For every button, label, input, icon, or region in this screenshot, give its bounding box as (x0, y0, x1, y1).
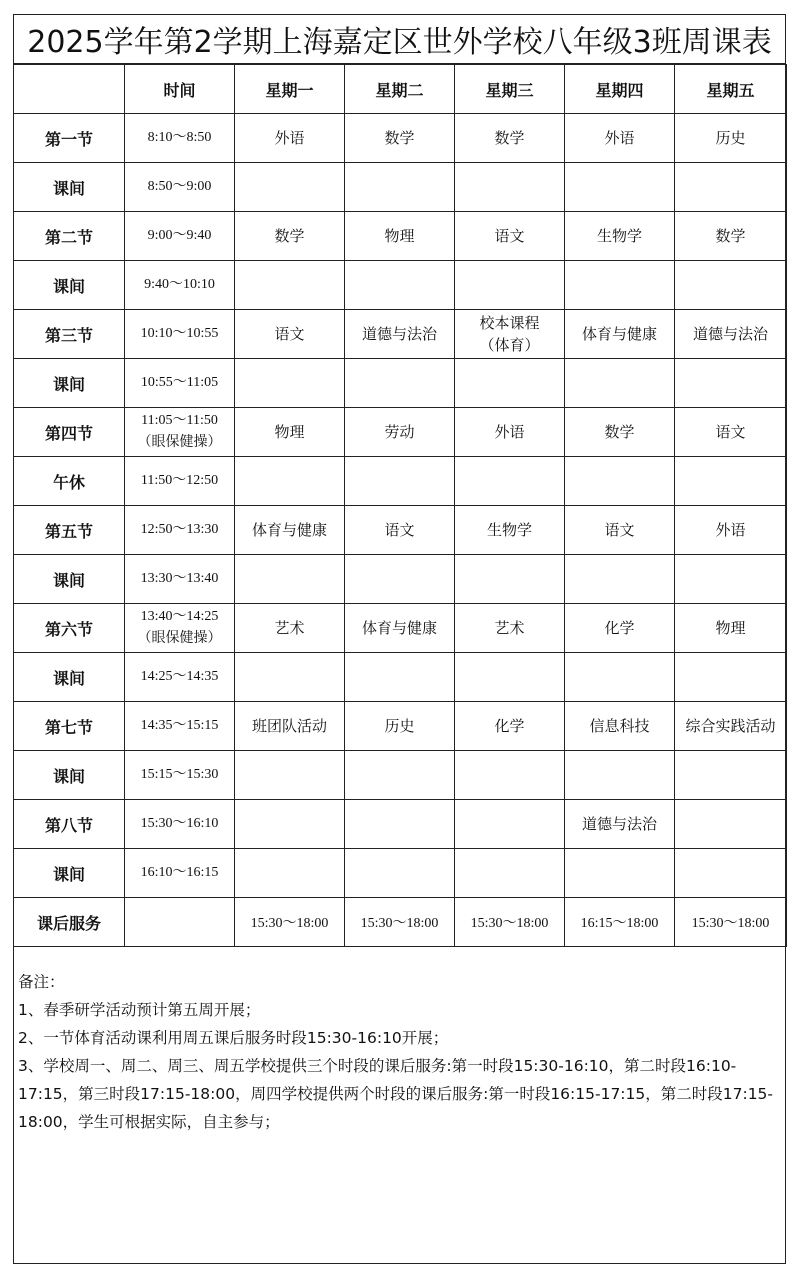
subject-cell (235, 702, 345, 751)
subject-cell (675, 457, 787, 506)
subject-line: 物理 (384, 227, 415, 245)
subject-line: 信息科技 (589, 717, 650, 735)
subject-line: 外语 (715, 521, 746, 539)
time-line: 11:50～12:50 (140, 473, 219, 488)
subject-line: 历史 (384, 717, 415, 735)
subject-cell (565, 555, 675, 604)
schedule-row (14, 163, 787, 212)
subject-cell (235, 114, 345, 163)
period-label: 课间 (14, 163, 125, 212)
schedule-row (14, 212, 787, 261)
period-label: 课间 (14, 555, 125, 604)
after-school-slot: 15:30～18:00 (675, 898, 787, 947)
subject-cell (235, 212, 345, 261)
subject-cell (455, 800, 565, 849)
subject-cell (565, 212, 675, 261)
subject-line: 语文 (715, 423, 746, 441)
subject-cell (455, 751, 565, 800)
subject-cell (565, 310, 675, 359)
after-school-row (14, 898, 787, 947)
time-line: 15:15～15:30 (140, 767, 219, 782)
subject-cell (675, 261, 787, 310)
subject-cell (675, 849, 787, 898)
subject-line: 劳动 (384, 423, 415, 441)
schedule-row (14, 604, 787, 653)
subject-line: 物理 (274, 423, 305, 441)
subject-line: 道德与法治 (692, 325, 768, 343)
subject-line: 班团队活动 (251, 717, 327, 735)
schedule-row (14, 849, 787, 898)
subject-line: 外语 (494, 423, 525, 441)
header-day: 星期一 (235, 65, 345, 114)
notes-item: 2、一节体育活动课利用周五课后服务时段15:30-16:10开展； (18, 1029, 449, 1047)
time-line: 8:10～8:50 (147, 130, 212, 145)
header-day: 星期四 (565, 65, 675, 114)
time-line: 10:10～10:55 (140, 326, 219, 341)
subject-cell (345, 555, 455, 604)
period-label: 课间 (14, 653, 125, 702)
subject-cell (565, 408, 675, 457)
period-time (125, 800, 235, 849)
subject-cell (345, 653, 455, 702)
subject-cell (565, 653, 675, 702)
subject-cell (455, 212, 565, 261)
subject-line: 道德与法治 (361, 325, 437, 343)
period-time (125, 555, 235, 604)
subject-cell (455, 653, 565, 702)
subject-cell (565, 800, 675, 849)
subject-cell (455, 457, 565, 506)
subject-line: 语文 (384, 521, 415, 539)
subject-cell (675, 506, 787, 555)
subject-line: 生物学 (486, 521, 532, 539)
subject-cell (345, 310, 455, 359)
subject-line: 校本课程 (479, 314, 540, 332)
subject-cell (345, 604, 455, 653)
subject-cell (455, 408, 565, 457)
subject-cell (345, 751, 455, 800)
period-time (125, 506, 235, 555)
period-time (125, 751, 235, 800)
schedule-row (14, 555, 787, 604)
time-line: 14:35～15:15 (140, 718, 219, 733)
subject-cell (235, 849, 345, 898)
schedule-row (14, 310, 787, 359)
subject-line: 数学 (715, 227, 746, 245)
header-time: 时间 (125, 65, 235, 114)
subject-line: 物理 (715, 619, 746, 637)
time-line: 13:30～13:40 (140, 571, 219, 586)
subject-cell (675, 359, 787, 408)
time-line: 10:55～11:05 (140, 375, 219, 390)
subject-cell (565, 702, 675, 751)
subject-cell (675, 702, 787, 751)
subject-cell (235, 163, 345, 212)
subject-line: 外语 (274, 129, 305, 147)
subject-cell (565, 261, 675, 310)
period-time (125, 212, 235, 261)
subject-line: 语文 (604, 521, 635, 539)
subject-cell (455, 359, 565, 408)
subject-line: 语文 (494, 227, 525, 245)
subject-cell (455, 310, 565, 359)
subject-cell (235, 653, 345, 702)
subject-cell (675, 604, 787, 653)
subject-cell (675, 310, 787, 359)
subject-line: 化学 (604, 619, 635, 637)
header-day: 星期二 (345, 65, 455, 114)
header-day: 星期三 (455, 65, 565, 114)
subject-cell (345, 800, 455, 849)
header-corner (14, 65, 125, 114)
time-line: 13:40～14:25 (140, 609, 219, 624)
header-day: 星期五 (675, 65, 787, 114)
period-time (125, 849, 235, 898)
subject-cell (235, 261, 345, 310)
subject-line: 数学 (494, 129, 525, 147)
period-time (125, 310, 235, 359)
subject-line: 体育与健康 (361, 619, 437, 637)
notes-item: 3、学校周一、周二、周三、周五学校提供三个时段的课后服务:第一时段15:30-16:10，第二时段16:10-17:15，第三时段17:15-18:00，周四学校提供两个时段的课后服务:第一时段16:15-17:15，第二时段17:15-18:00，学生可根据实际，自主参与； (18, 1057, 774, 1131)
subject-line: 体育与健康 (581, 325, 657, 343)
after-school-slot: 16:15～18:00 (565, 898, 675, 947)
subject-cell (345, 457, 455, 506)
period-label: 第七节 (14, 702, 125, 751)
subject-cell (675, 751, 787, 800)
schedule-row (14, 751, 787, 800)
period-label: 第一节 (14, 114, 125, 163)
subject-line: 外语 (604, 129, 635, 147)
subject-cell (675, 653, 787, 702)
subject-cell (235, 359, 345, 408)
schedule-row (14, 457, 787, 506)
subject-line: 化学 (494, 717, 525, 735)
subject-cell (675, 800, 787, 849)
subject-cell (455, 261, 565, 310)
subject-cell (565, 457, 675, 506)
subject-cell (235, 506, 345, 555)
time-line: 9:40～10:10 (144, 277, 215, 292)
subject-cell (675, 163, 787, 212)
subject-cell (565, 163, 675, 212)
schedule-row (14, 506, 787, 555)
subject-cell (345, 408, 455, 457)
subject-cell (455, 555, 565, 604)
subject-cell (235, 604, 345, 653)
subject-line: 生物学 (596, 227, 642, 245)
period-time (125, 457, 235, 506)
time-line: （眼保健操） (137, 435, 222, 450)
period-time (125, 653, 235, 702)
subject-cell (345, 261, 455, 310)
subject-line: 综合实践活动 (685, 717, 776, 735)
period-label: 课间 (14, 751, 125, 800)
page-title: 2025学年第2学期上海嘉定区世外学校八年级3班周课表 (13, 14, 786, 64)
header-row (14, 65, 787, 114)
subject-cell (455, 163, 565, 212)
subject-line: 道德与法治 (581, 815, 657, 833)
period-label: 第六节 (14, 604, 125, 653)
time-line: 8:50～9:00 (147, 179, 212, 194)
subject-cell (565, 506, 675, 555)
schedule-body (14, 114, 787, 898)
period-label: 第四节 (14, 408, 125, 457)
schedule-table (13, 64, 787, 947)
after-school-label: 课后服务 (14, 898, 125, 947)
subject-cell (565, 604, 675, 653)
schedule-row (14, 653, 787, 702)
subject-cell (235, 310, 345, 359)
subject-cell (565, 359, 675, 408)
period-label: 第三节 (14, 310, 125, 359)
period-time (125, 359, 235, 408)
schedule-row (14, 800, 787, 849)
subject-cell (565, 751, 675, 800)
period-label: 课间 (14, 849, 125, 898)
subject-cell (235, 555, 345, 604)
period-time (125, 163, 235, 212)
subject-line: 数学 (274, 227, 305, 245)
period-time (125, 702, 235, 751)
subject-cell (675, 114, 787, 163)
subject-line: 艺术 (494, 619, 525, 637)
subject-line: （体育） (479, 336, 540, 354)
after-school-slot: 15:30～18:00 (235, 898, 345, 947)
subject-cell (675, 555, 787, 604)
notes-heading: 备注： (18, 973, 65, 991)
notes-item: 1、春季研学活动预计第五周开展； (18, 1001, 261, 1019)
notes-section (18, 968, 778, 1136)
subject-cell (565, 114, 675, 163)
subject-cell (345, 702, 455, 751)
time-line: （眼保健操） (137, 631, 222, 646)
period-time (125, 114, 235, 163)
subject-line: 艺术 (274, 619, 305, 637)
schedule-row (14, 408, 787, 457)
time-line: 14:25～14:35 (140, 669, 219, 684)
period-label: 第五节 (14, 506, 125, 555)
period-label: 第八节 (14, 800, 125, 849)
after-school-slot: 15:30～18:00 (345, 898, 455, 947)
subject-line: 语文 (274, 325, 305, 343)
subject-cell (455, 702, 565, 751)
subject-cell (345, 359, 455, 408)
schedule-row (14, 359, 787, 408)
period-label: 第二节 (14, 212, 125, 261)
subject-cell (675, 408, 787, 457)
time-line: 11:05～11:50 (141, 413, 218, 428)
period-time (125, 261, 235, 310)
subject-line: 历史 (715, 129, 746, 147)
subject-cell (455, 114, 565, 163)
time-line: 15:30～16:10 (140, 816, 219, 831)
period-time (125, 408, 235, 457)
after-school-slot: 15:30～18:00 (455, 898, 565, 947)
subject-cell (675, 212, 787, 261)
subject-cell (345, 212, 455, 261)
subject-cell (235, 800, 345, 849)
subject-cell (235, 751, 345, 800)
subject-cell (345, 163, 455, 212)
subject-cell (345, 849, 455, 898)
time-line: 12:50～13:30 (140, 522, 219, 537)
schedule-row (14, 114, 787, 163)
after-school-time (125, 898, 235, 947)
subject-cell (455, 604, 565, 653)
time-line: 16:10～16:15 (140, 865, 219, 880)
subject-cell (455, 849, 565, 898)
schedule-row (14, 702, 787, 751)
period-time (125, 604, 235, 653)
subject-cell (345, 506, 455, 555)
period-label: 课间 (14, 261, 125, 310)
schedule-row (14, 261, 787, 310)
subject-cell (345, 114, 455, 163)
subject-line: 数学 (384, 129, 415, 147)
period-label: 课间 (14, 359, 125, 408)
subject-line: 体育与健康 (251, 521, 327, 539)
time-line: 9:00～9:40 (147, 228, 212, 243)
period-label: 午休 (14, 457, 125, 506)
subject-line: 数学 (604, 423, 635, 441)
subject-cell (455, 506, 565, 555)
subject-cell (235, 408, 345, 457)
subject-cell (565, 849, 675, 898)
subject-cell (235, 457, 345, 506)
